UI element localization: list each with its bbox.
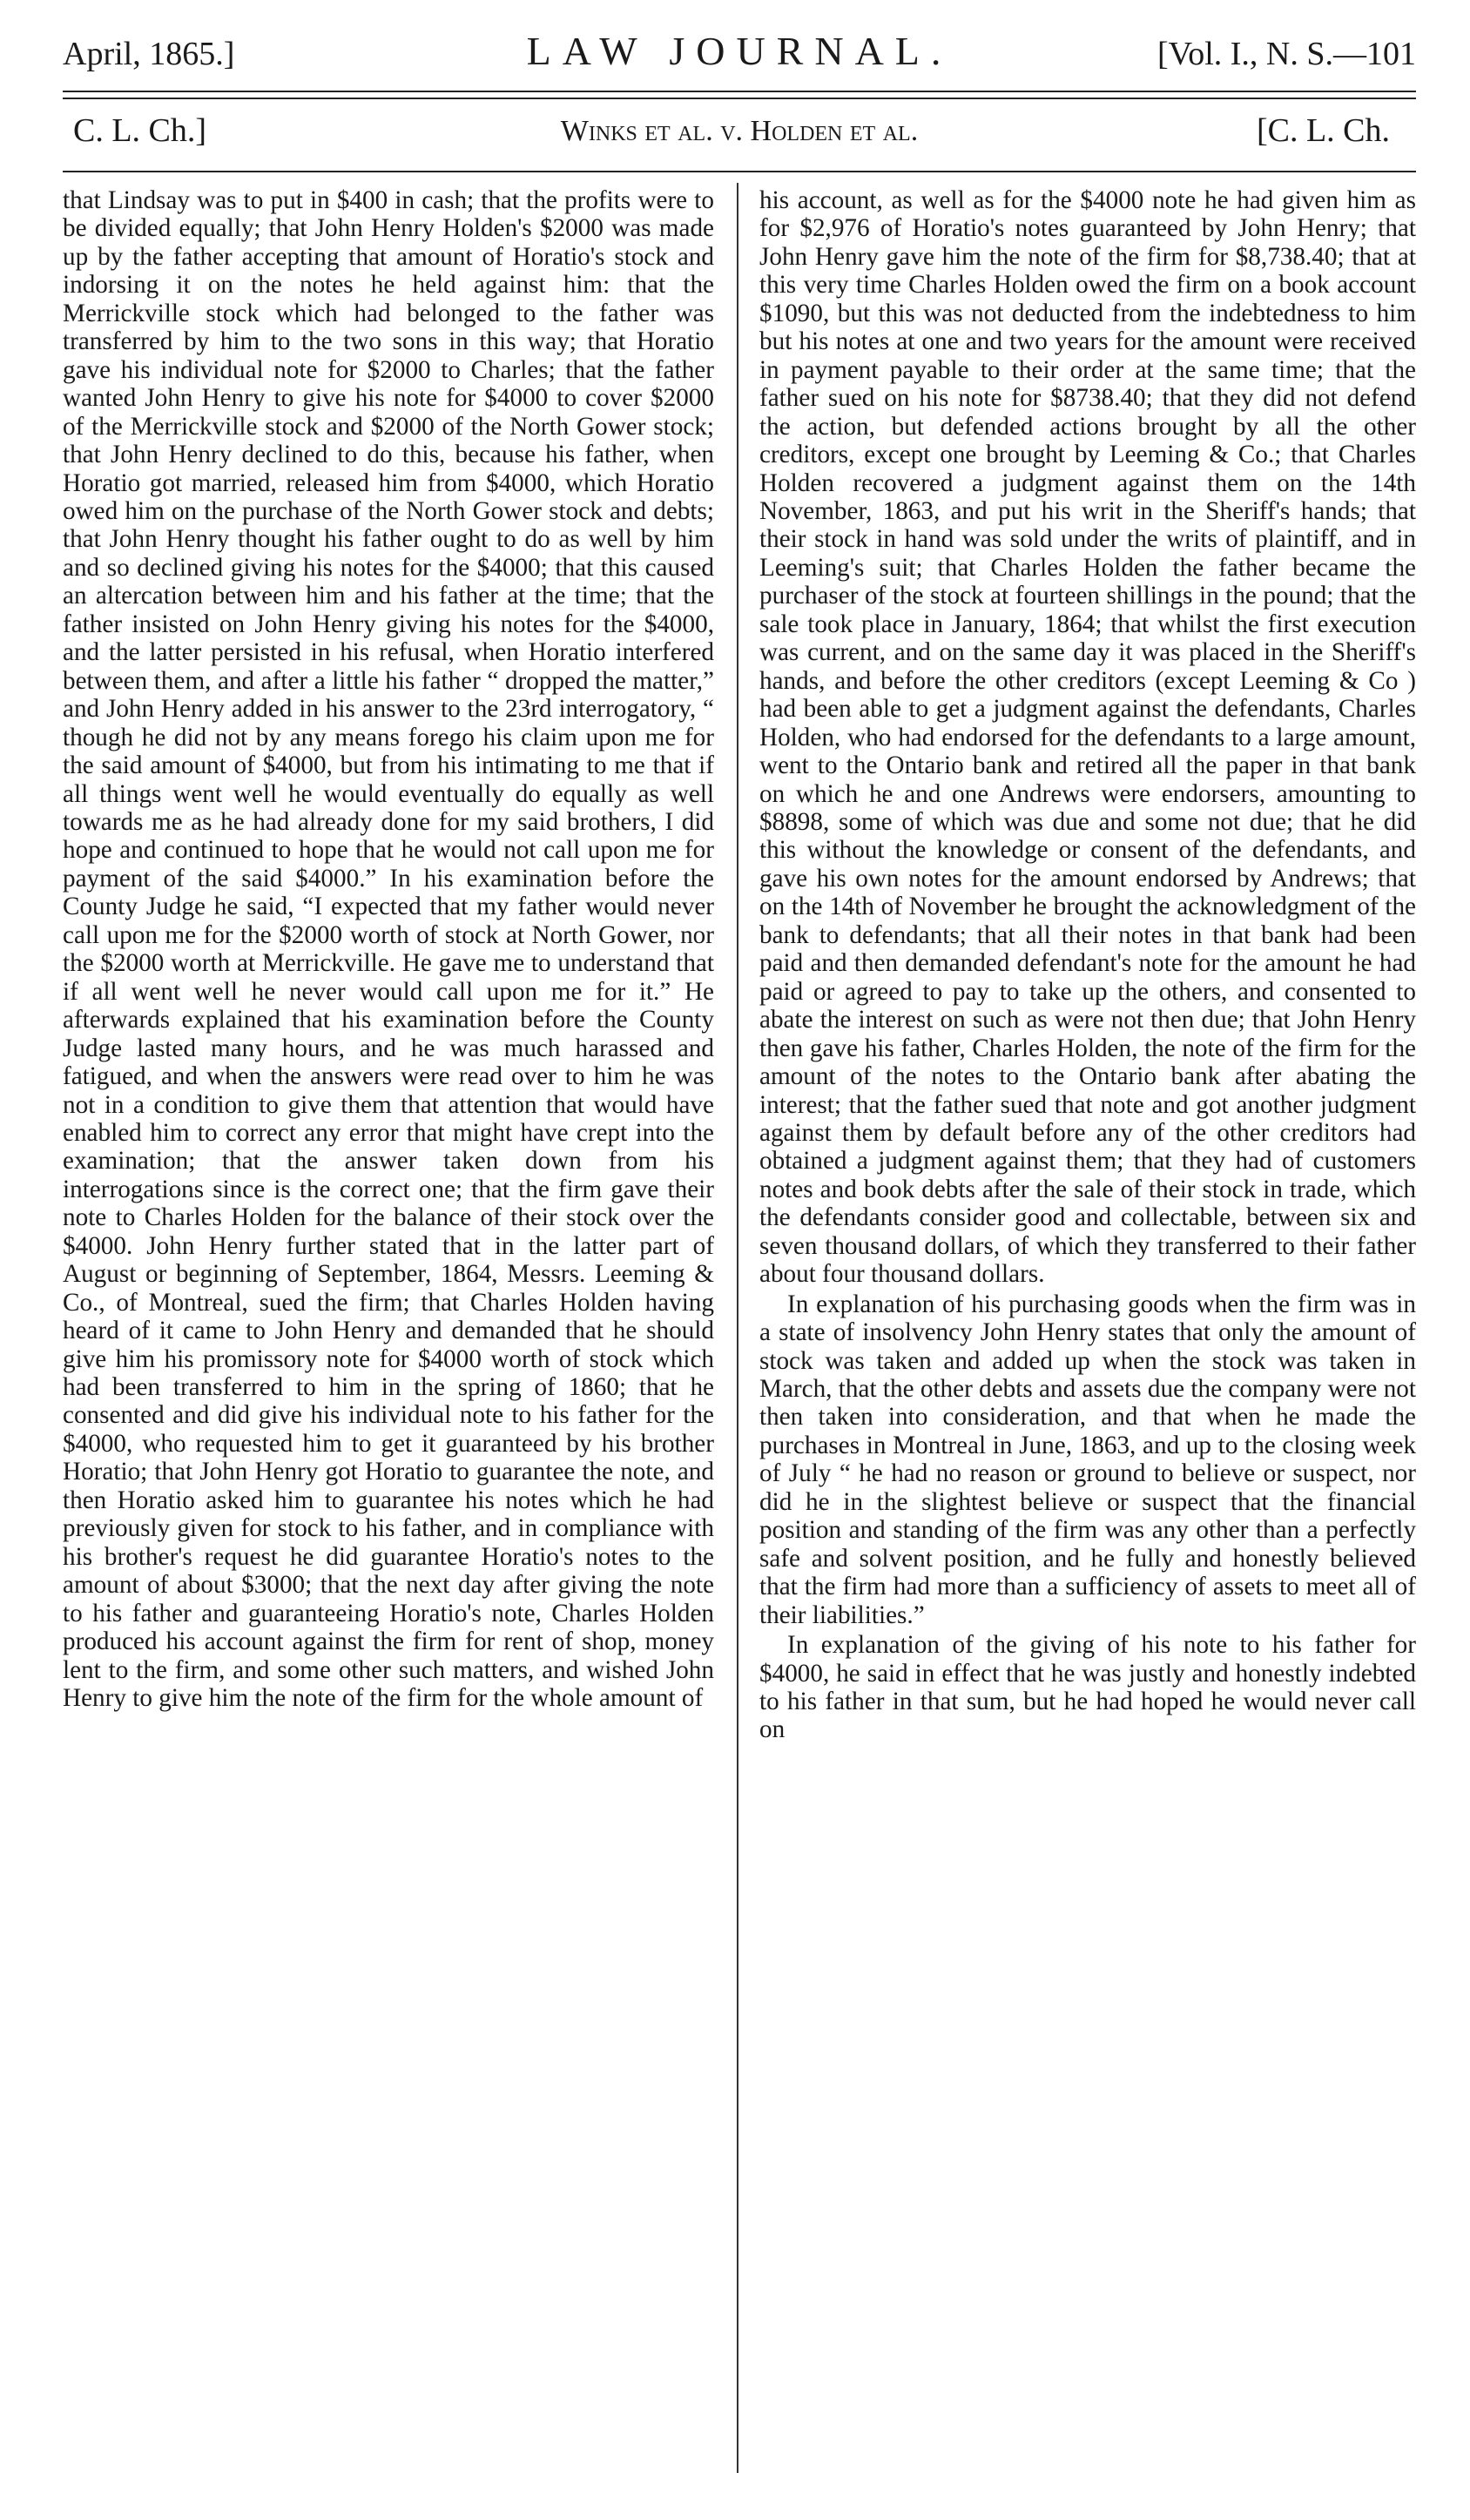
issue-date: April, 1865.] [63, 36, 235, 72]
court-label-left: C. L. Ch.] [73, 112, 207, 149]
header-double-rule [63, 91, 1416, 99]
paragraph: that Lindsay was to put in $400 in cash; that the profits were to be divided equally; that John Henry Holden's $2000 was made up by the father accepting that amount of Horatio's stock and indorsing it on the notes he held against him: that the Merrickville stock which had belonged to the father was transferred by him to the two sons in this way; that Horatio gave his individual note for $2000 to Charles; that the father wanted John Henry to give his note for $4000 to cover $2000 of the Merrickville stock and $2000 of the North Gower stock; that John Henry declined to do this, because his father, when Horatio got married, released him from $4000, which Horatio owed him on the purchase of the North Gower stock and debts; that John Henry thought his father ought to do as well by him and so declined giving his notes for the $4000; that this caused an altercation between him and his father at the time; that the father insisted on John Henry giving his notes for the $4000, and the latter persisted in his refusal, when Horatio interfered between them, and after a little his father “ dropped the matter,” and John Henry added in his answer to the 23rd interrogatory, “ though he did not by any means forego his claim upon me for the said amount of $4000, but from his intimating to me that if all things went well he would eventually do equally as well towards me as he had already done for my said brothers, I did hope and continued to hope that he would not call upon me for payment of the said $4000.” In his examination before the County Judge he said, “I expected that my father would never call upon me for the $2000 worth of stock at North Gower, nor the $2000 worth at Merrickville. He gave me to understand that if all went well he never would call upon me for it.” He afterwards explained that his examination before the County Judge lasted many hours, and he was much harassed and fatigued, and when the answers were read over to him he was not in a condition to give them that attention that would have enabled him to correct any error that might have crept into the examination; that the answer taken down from his interrogations since is the correct one; that the firm gave their note to Charles Holden for the balance of their stock over the $4000. John Henry further stated that in the latter part of August or beginning of September, 1864, Messrs. Leeming & Co., of Montreal, sued the firm; that Charles Holden having heard of it came to John Henry and demanded that he should give him his promissory note for $4000 worth of stock which had been transferred to him in the spring of 1860; that he consented and did give his individual note to his father for the $4000, who requested him to get it guaranteed by his brother Horatio; that John Henry got Horatio to guarantee the note, and then Horatio asked him to guarantee his notes which he had previously given for stock to his father, and in compliance with his brother's request he did guarantee Horatio's notes to the amount of about $3000; that the next day after giving the note to his father and guaranteeing Horatio's note, Charles Holden produced his account against the firm for rent of shop, money lent to the firm, and some other such matters, and wished John Henry to give him the note of the firm for the whole amount of [63, 186, 714, 1713]
column-divider [737, 183, 738, 2473]
paragraph: his account, as well as for the $4000 note he had given him as for $2,976 of Horatio's notes guaranteed by John Henry; that John Henry gave him the note of the firm for $8,738.40; that at this very time Charles Holden owed the firm on a book account $1090, but this was not deducted from the indebtedness to him but his notes at one and two years for the amount were received in payment payable to their order at the same time; that the father sued on his note for $8738.40; that they did not defend the action, but defended actions brought by all the other creditors, except one brought by Leeming & Co.; that Charles Holden recovered a judgment against them on the 14th November, 1863, and put his writ in the Sheriff's hands; that their stock in hand was sold under the writs of plaintiff, and in Leeming's suit; that Charles Holden the father became the purchaser of the stock at fourteen shillings in the pound; that the sale took place in January, 1864; that whilst the first execution was current, and on the same day it was placed in the Sheriff's hands, and before the other creditors (except Leeming & Co ) had been able to get a judgment against the defendants, Charles Holden, who had endorsed for the defendants to a large amount, went to the Ontario bank and retired all the paper in that bank on which he and one Andrews were endorsers, amounting to $8898, some of which was due and some not due; that he did this without the knowledge or consent of the defendants, and gave his own notes for the amount endorsed by Andrews; that on the 14th of November he brought the acknowledgment of the bank to defendants; that all their notes in that bank had been paid and then demanded defendant's note for the amount he had paid or agreed to pay to take up the others, and consented to abate the interest on such as were not then due; that John Henry then gave his father, Charles Holden, the note of the firm for the amount of the notes to the Ontario bank after abating the interest; that the father sued that note and got another judgment against them by default before any of the other creditors had obtained a judgment against them; that they had of customers notes and book debts after the sale of their stock in trade, which the defendants consider good and collectable, between six and seven thousand dollars, of which they transferred to their father about four thousand dollars. [759, 186, 1416, 1289]
court-label-right: [C. L. Ch. [1256, 112, 1390, 149]
left-column [63, 186, 714, 1712]
right-column [759, 186, 1416, 1744]
paragraph: In explanation of his purchasing goods when the firm was in a state of insolvency John Henry states that only the amount of stock was taken and added up when the stock was taken in March, that the other debts and assets due the company were not then taken into consideration, and that when he made the purchases in Montreal in June, 1863, and up to the closing week of July “ he had no reason or ground to believe or suspect, nor did he in the slightest believe or suspect that the financial position and standing of the firm was any other than a perfectly safe and solvent position, and he fully and honestly believed that the firm had more than a sufficiency of assets to meet all of their liabilities.” [759, 1290, 1416, 1629]
header-rule [63, 171, 1416, 172]
case-title: Winks et al. v. Holden et al. [560, 115, 919, 147]
journal-title: LAW JOURNAL. [526, 29, 953, 73]
running-header [63, 28, 1416, 80]
volume-page-number: [Vol. I., N. S.—101 [1157, 36, 1416, 72]
paragraph: In explanation of the giving of his note to his father for $4000, he said in effect that he was justly and honestly indebted to his father in that sum, but he had hoped he would never call on [759, 1631, 1416, 1744]
case-header [63, 111, 1416, 160]
